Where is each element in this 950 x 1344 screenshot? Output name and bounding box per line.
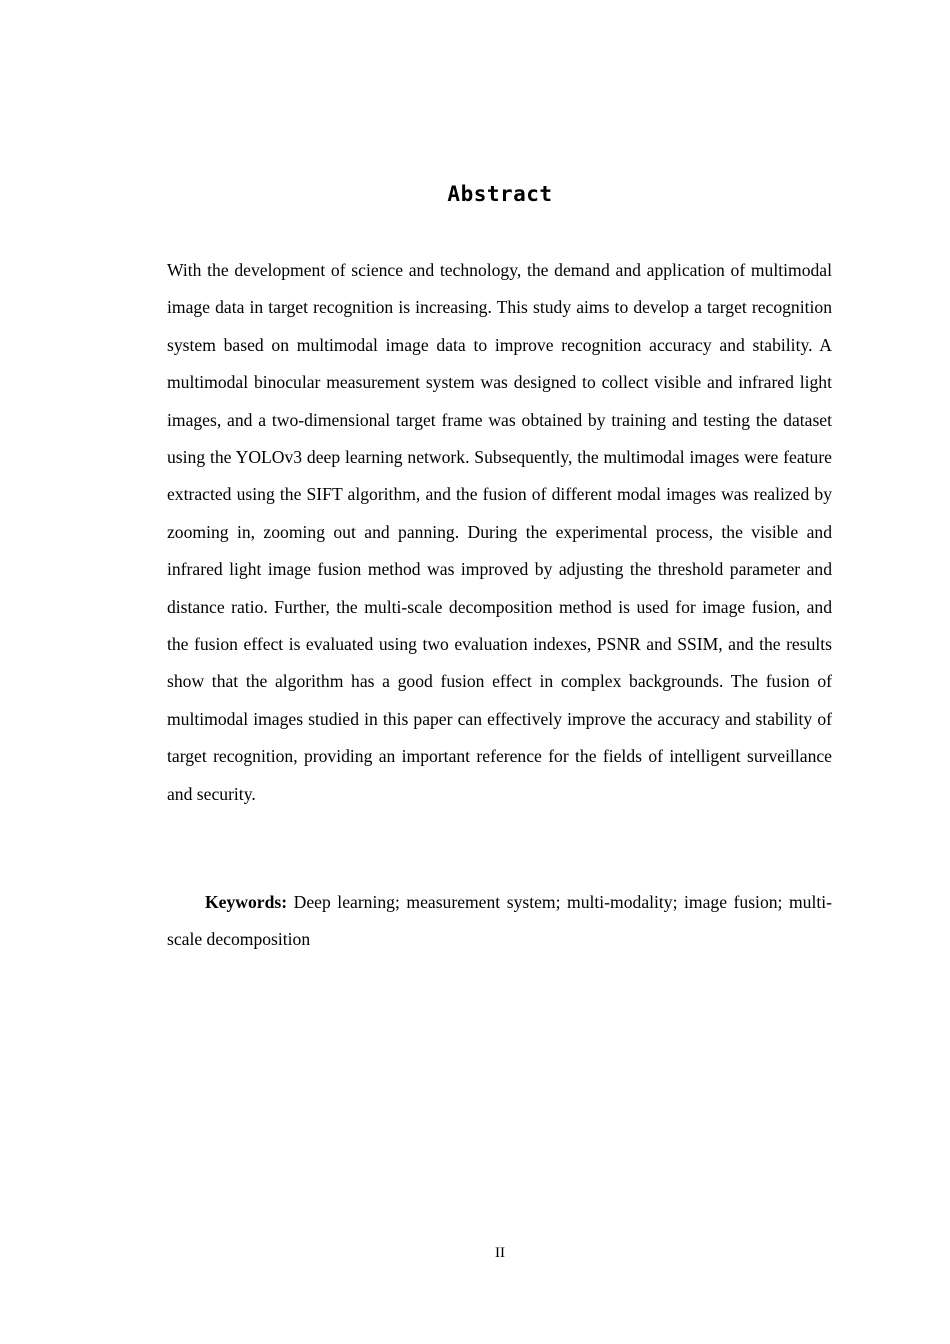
page-number: II: [495, 1245, 505, 1261]
abstract-body: With the development of science and technology, the demand and application of multimodal image data in target recognition is increasing. This study aims to develop a target recognition system based on multimodal image data to improve recognition accuracy and stability. A multimodal binocular measurement system was designed to collect visible and infrared light images, and a two-dimensional target frame was obtained by training and testing the dataset using the YOLOv3 deep learning network. Subsequently, the multimodal images were feature extracted using the SIFT algorithm, and the fusion of different modal images was realized by zooming in, zooming out and panning. During the experimental process, the visible and infrared light image fusion method was improved by adjusting the threshold parameter and distance ratio. Further, the multi-scale decomposition method is used for image fusion, and the fusion effect is evaluated using two evaluation indexes, PSNR and SSIM, and the results show that the algorithm has a good fusion effect in complex backgrounds. The fusion of multimodal images studied in this paper can effectively improve the accuracy and stability of target recognition, providing an important reference for the fields of intelligent surveillance and security.: [167, 260, 832, 804]
keywords-label: Keywords:: [205, 892, 288, 912]
keywords-paragraph: [167, 884, 832, 959]
abstract-title: Abstract: [447, 182, 553, 206]
keywords-text: Deep learning; measurement system; multi-modality; image fusion; multi-scale decomposition: [167, 892, 832, 950]
